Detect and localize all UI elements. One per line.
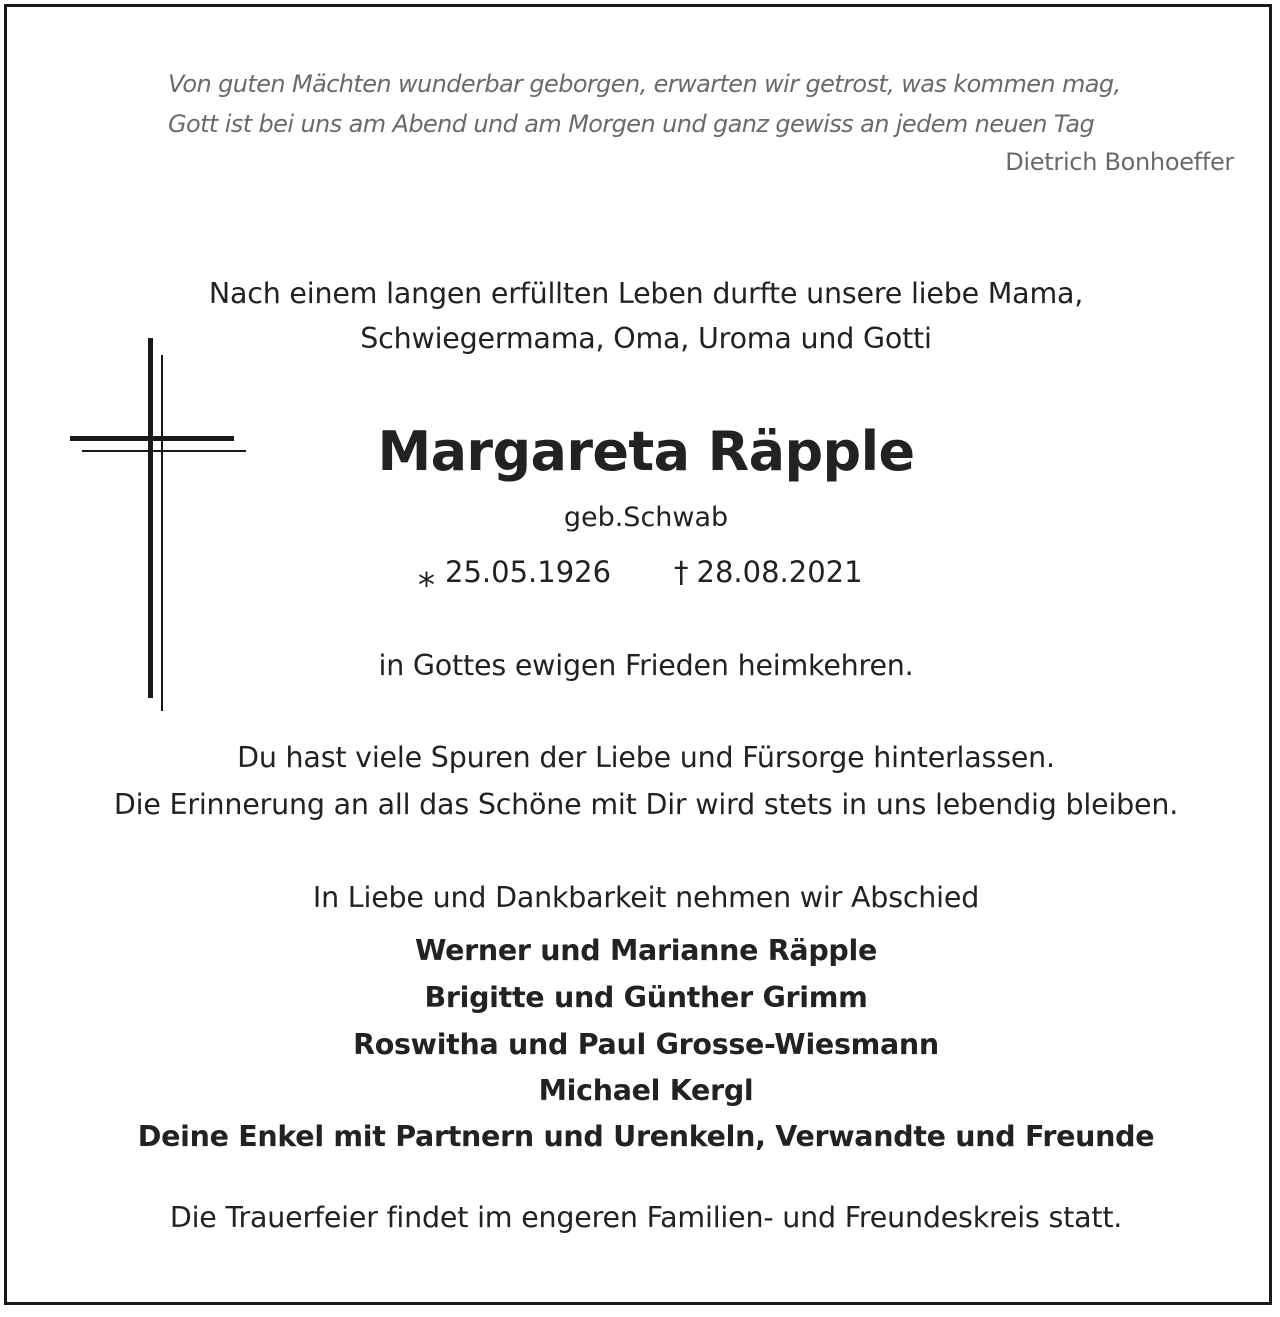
mourner-line: Brigitte und Günther Grimm [424,981,868,1014]
mourner-line: Deine Enkel mit Partnern und Urenkeln, Verwandte und Freunde [137,1120,1155,1153]
quote-line-2: Gott ist bei uns am Abend und am Morgen und ganz gewiss an jedem neuen Tag [168,110,1095,138]
birth-date: 25.05.1926 [445,555,612,589]
homecoming-text: in Gottes ewigen Frieden heimkehren. [378,649,914,682]
birth-star-icon: ⁎ [418,555,435,595]
maiden-name: geb.Schwab [563,502,729,533]
quote-author: Dietrich Bonhoeffer [1005,148,1234,176]
tribute-line-1: Du hast viele Spuren der Liebe und Fürsorge hinterlassen. [237,741,1055,774]
service-note: Die Trauerfeier findet im engeren Familien- und Freundeskreis statt. [169,1201,1123,1234]
mourner-line: Roswitha und Paul Grosse-Wiesmann [353,1028,939,1061]
intro-line-2: Schwiegermama, Oma, Uroma und Gotti [360,322,932,355]
death-date: 28.08.2021 [696,555,863,589]
farewell-text: In Liebe und Dankbarkeit nehmen wir Abschied [312,881,980,914]
death-cross-icon: † [674,555,689,589]
deceased-name: Margareta Räpple [377,420,915,483]
quote-line-1: Von guten Mächten wunderbar geborgen, erwarten wir getrost, was kommen mag, [168,70,1121,98]
mourner-line: Werner und Marianne Räpple [414,934,878,967]
death-info [674,555,863,589]
tribute-line-2: Die Erinnerung an all das Schöne mit Dir wird stets in uns lebendig bleiben. [113,788,1179,821]
mourner-line: Michael Kergl [538,1074,754,1107]
birth-info [418,555,612,595]
intro-line-1: Nach einem langen erfüllten Leben durfte unsere liebe Mama, [208,277,1084,310]
